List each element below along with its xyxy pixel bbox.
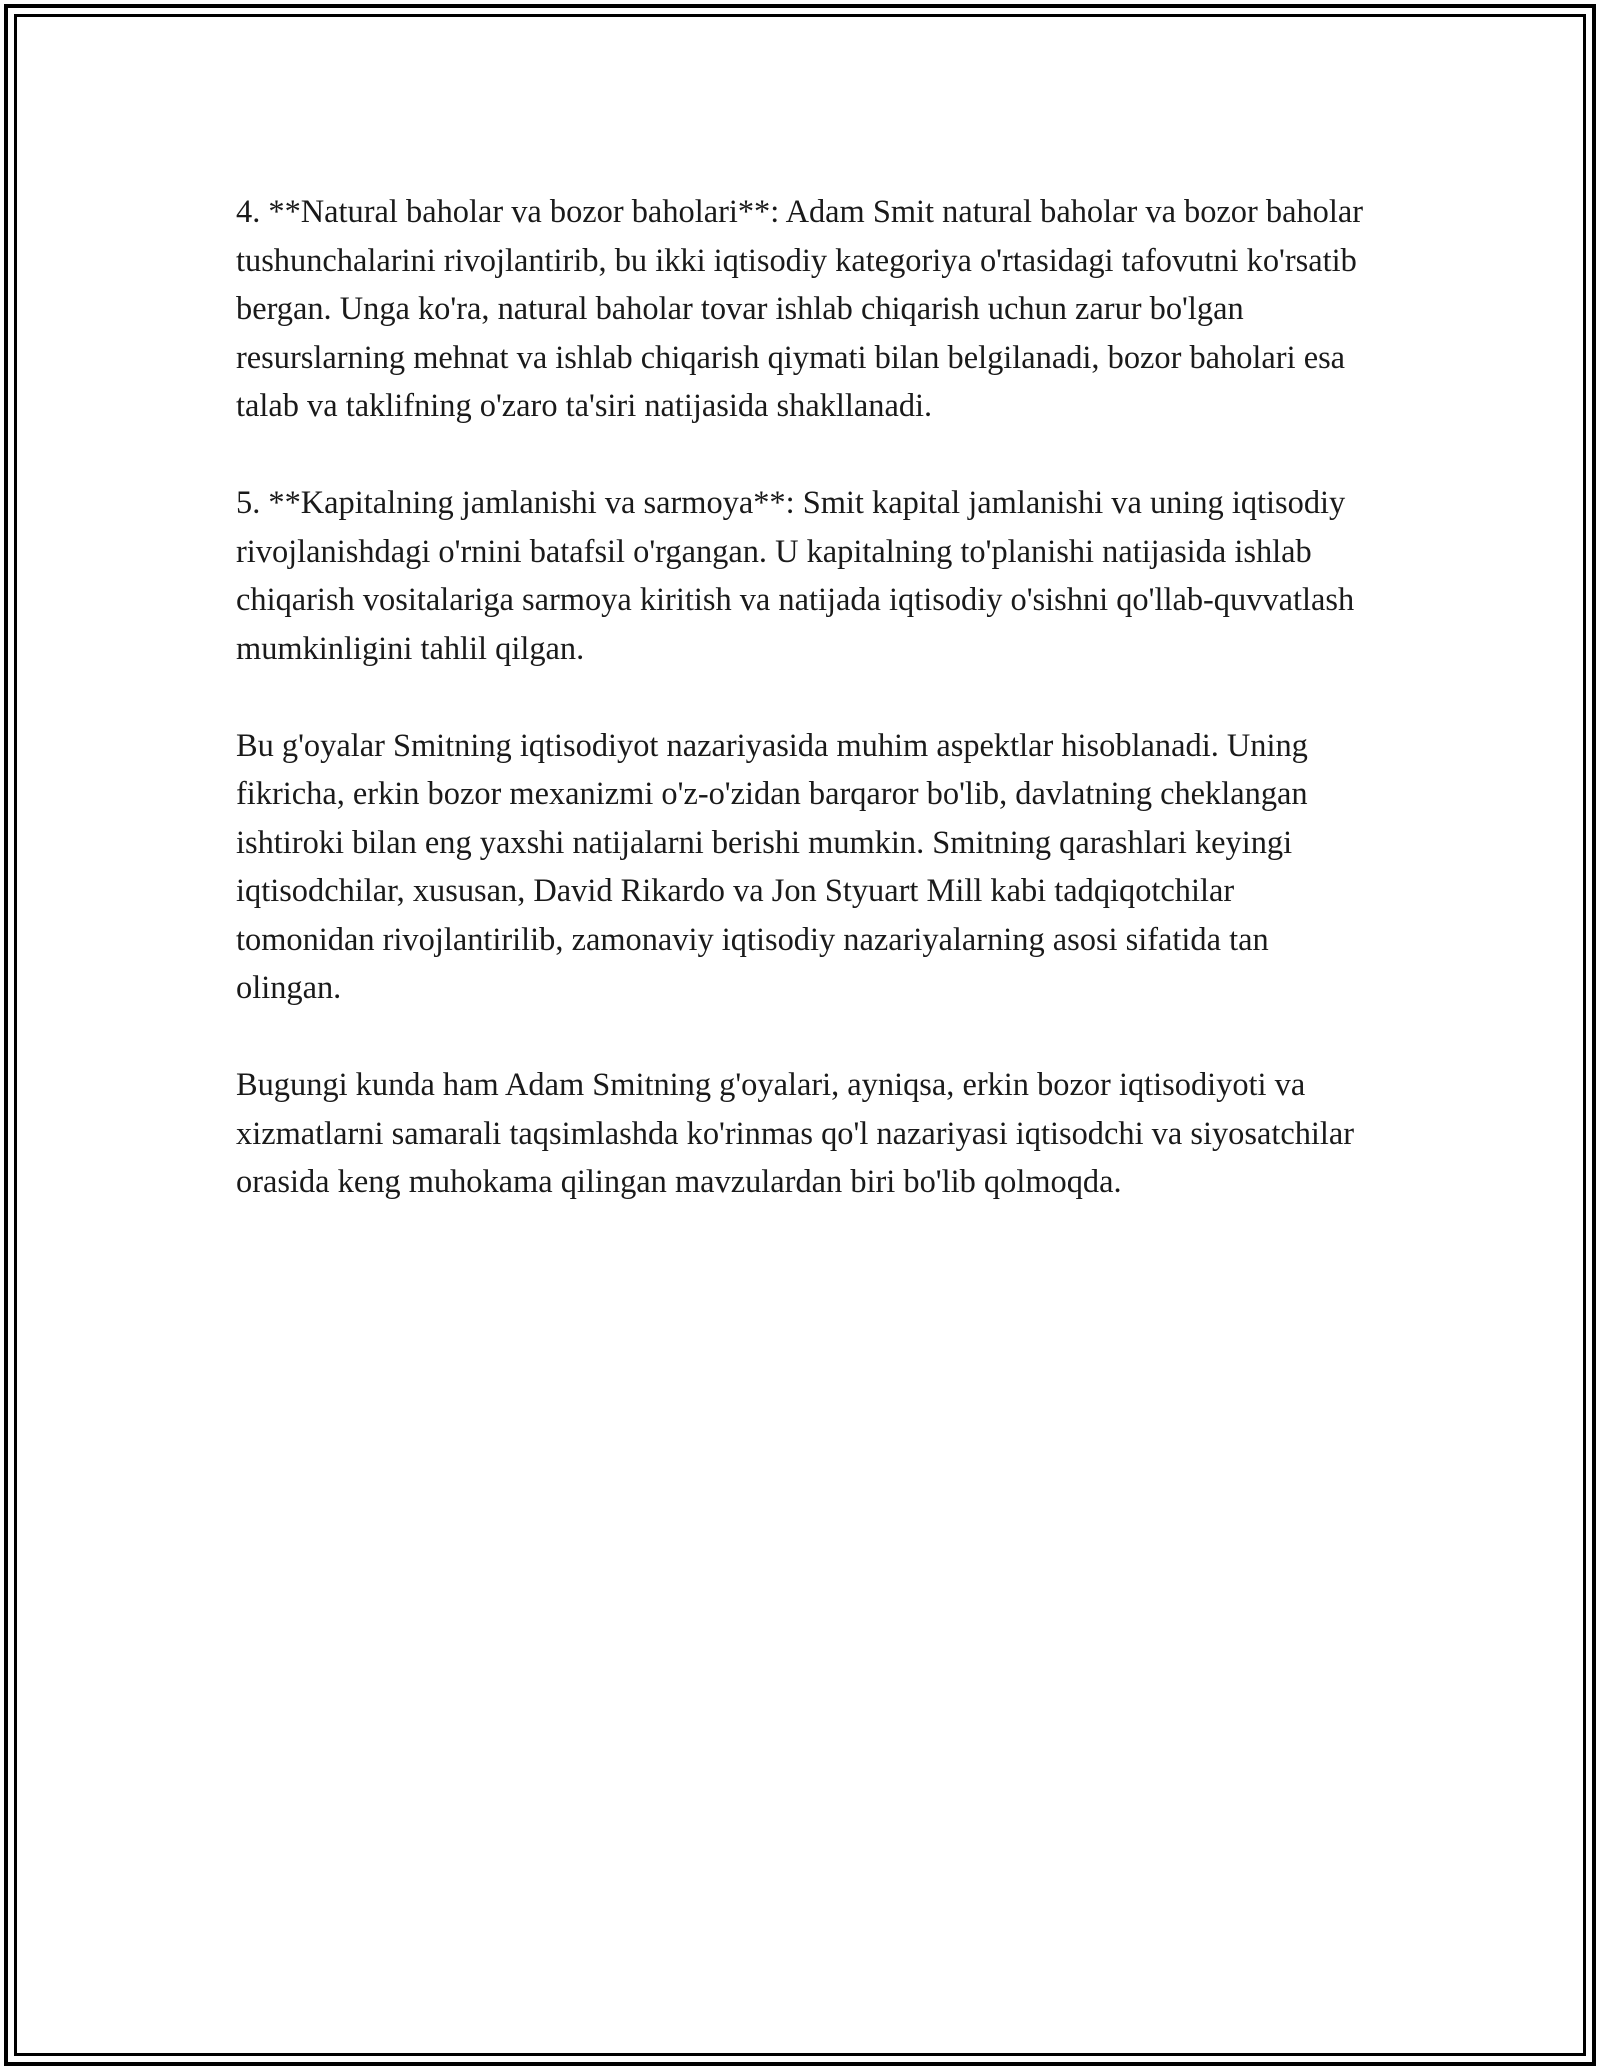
paragraph-smith-ideas: Bu g'oyalar Smitning iqtisodiyot nazariyasida muhim aspektlar hisoblanadi. Uning fikricha, erkin bozor mexanizmi o'z-o'zidan barqaror bo'lib, davlatning cheklangan ishtiroki bilan eng yaxshi natijalarni berishi mumkin. Smitning qarashlari keyingi iqtisodchilar, xususan, David Rikardo va Jon Styuart Mill kabi tadqiqotchilar tomonidan rivojlantirilib, zamonaviy iqtisodiy nazariyalarning asosi sifatida tan olingan. bbox=[236, 727, 1308, 1006]
paragraph-today-relevance: Bugungi kunda ham Adam Smitning g'oyalari, ayniqsa, erkin bozor iqtisodiyoti va xizmatlarni samarali taqsimlashda ko'rinmas qo'l nazariyasi iqtisodchi va siyosatchilar orasida keng muhokama qilingan mavzulardan biri bo'lib qolmoqda. bbox=[236, 1067, 1355, 1200]
paragraph-natural-prices: 4. **Natural baholar va bozor baholari**: Adam Smit natural baholar va bozor baholar tushunchalarini rivojlantirib, bu ikki iqtisodiy kategoriya o'rtasidagi tafovutni ko'rsatib bergan. Unga ko'ra, natural baholar tovar ishlab chiqarish uchun zarur bo'lgan resurslarning mehnat va ishlab chiqarish qiymati bilan belgilanadi, bozor baholari esa talab va taklifning o'zaro ta'siri natijasida shakllanadi. bbox=[236, 194, 1364, 424]
document-body bbox=[236, 188, 1366, 1255]
paragraph-capital-accumulation: 5. **Kapitalning jamlanishi va sarmoya**: Smit kapital jamlanishi va uning iqtisodiy rivojlanishdagi o'rnini batafsil o'rgangan. U kapitalning to'planishi natijasida ishlab chiqarish vositalariga sarmoya kiritish va natijada iqtisodiy o'sishni qo'llab-quvvatlash mumkinligini tahlil qilgan. bbox=[236, 485, 1355, 667]
